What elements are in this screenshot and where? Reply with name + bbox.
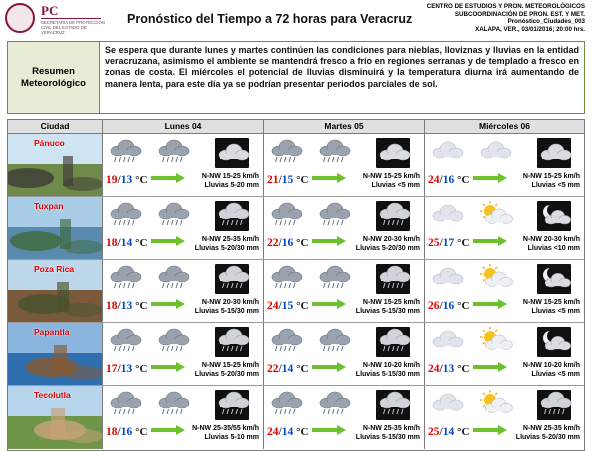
night-cloud-rain-icon (215, 201, 249, 231)
wind-text: N-NW 25-35/55 km/h (192, 425, 259, 432)
city-cell (8, 386, 103, 449)
temp-min: 17 (442, 237, 455, 249)
forecast-cell (264, 134, 425, 196)
cloud-icon (429, 138, 465, 164)
rain-text: Lluvias <5 mm (531, 307, 580, 315)
temp-unit: °C (135, 300, 148, 312)
cloud-rain-icon (107, 138, 143, 164)
wind-text: N-NW 20-30 km/h (201, 299, 259, 306)
temp-max: 19 (106, 174, 118, 186)
city-cell (8, 134, 103, 196)
city-name: Pánuco (34, 138, 65, 148)
wind-text: N-NW 25-35 km/h (522, 425, 580, 432)
cloud-rain-icon (107, 264, 143, 290)
cloud-rain-icon (316, 138, 352, 164)
table-header (8, 120, 584, 134)
header-day-1: Lunes 04 (103, 120, 264, 133)
header-day-3: Miércoles 06 (478, 121, 531, 131)
temp-unit: °C (135, 237, 148, 249)
forecast-cell (264, 260, 425, 322)
forecast-cell (264, 197, 425, 259)
forecast-cell (103, 197, 264, 259)
wind-text: N-NW 20-30 km/h (522, 236, 580, 243)
trend-arrow-icon (312, 422, 346, 432)
wind-rain-info (195, 236, 259, 253)
rain-text: Lluvias 5-20/30 mm (515, 433, 580, 441)
trend-arrow-icon (151, 296, 185, 306)
rain-text: Lluvias 5-20/30 mm (355, 244, 420, 252)
rain-text: Lluvias <5 mm (531, 370, 580, 378)
temp-unit: °C (457, 300, 470, 312)
night-cloud-icon (215, 138, 249, 168)
wind-rain-info (356, 299, 420, 316)
temp-max: 26 (428, 300, 440, 312)
temp-min: 14 (442, 426, 455, 438)
wind-rain-info (195, 362, 259, 379)
wind-text: N-NW 10-20 km/h (362, 362, 420, 369)
temperature: 22/14 °C (267, 363, 309, 375)
night-cloud-rain-icon (376, 327, 410, 357)
rain-text: Lluvias <10 mm (527, 244, 580, 252)
cloud-rain-icon (107, 390, 143, 416)
wind-rain-info (356, 236, 420, 253)
temp-unit: °C (296, 237, 309, 249)
temp-min: 14 (120, 237, 133, 249)
rain-text: Lluvias 5-20 mm (204, 181, 259, 189)
temperature: 18/13 °C (106, 300, 148, 312)
temp-min: 13 (442, 363, 455, 375)
temp-min: 16 (442, 300, 455, 312)
logo-pc-text: PC (41, 3, 59, 18)
institution-logo (5, 3, 105, 35)
institution-line: SUBCOORDINACIÓN DE PRON. EST. Y MET. (454, 10, 585, 18)
temperature: 19/13 °C (106, 174, 148, 186)
night-moon-cloud-icon (537, 327, 571, 357)
temp-min: 16 (120, 426, 133, 438)
wind-rain-info (523, 299, 580, 316)
trend-arrow-icon (312, 233, 346, 243)
cloud-rain-icon (268, 390, 304, 416)
cloud-rain-icon (155, 327, 191, 353)
temperature: 21/15 °C (267, 174, 309, 186)
cloud-rain-icon (155, 390, 191, 416)
wind-text: N-NW 15-25 km/h (362, 173, 420, 180)
rain-text: Lluvias 5-15/30 mm (355, 307, 420, 315)
cloud-icon (429, 201, 465, 227)
partly-sunny-icon (477, 264, 513, 290)
city-name: Tuxpan (34, 201, 64, 211)
cloud-rain-icon (155, 264, 191, 290)
temp-max: 17 (106, 363, 118, 375)
cloud-rain-icon (155, 201, 191, 227)
temp-unit: °C (457, 174, 470, 186)
temp-unit: °C (135, 363, 148, 375)
temperature: 24/16 °C (428, 174, 470, 186)
temp-unit: °C (296, 174, 309, 186)
cloud-icon (477, 138, 513, 164)
trend-arrow-icon (473, 296, 507, 306)
city-cell (8, 260, 103, 322)
temp-min: 16 (281, 237, 294, 249)
temp-min: 15 (281, 300, 294, 312)
rain-text: Lluvias 5-15/30 mm (355, 370, 420, 378)
temp-min: 13 (120, 300, 133, 312)
wind-rain-info (363, 173, 420, 190)
night-cloud-rain-icon (376, 264, 410, 294)
temperature: 18/16 °C (106, 426, 148, 438)
forecast-cell (425, 134, 584, 196)
temp-unit: °C (135, 426, 148, 438)
temperature: 18/14 °C (106, 237, 148, 249)
trend-arrow-icon (473, 359, 507, 369)
table-row (8, 386, 584, 449)
state-seal-icon (5, 3, 35, 33)
temp-max: 18 (106, 237, 118, 249)
summary-label: Resumen Meteorológico (8, 42, 100, 113)
temp-min: 16 (442, 174, 455, 186)
trend-arrow-icon (473, 233, 507, 243)
wind-text: N-NW 15-25 km/h (362, 299, 420, 306)
trend-arrow-icon (151, 359, 185, 369)
wind-rain-info (523, 236, 580, 253)
table-row (8, 323, 584, 386)
trend-arrow-icon (312, 359, 346, 369)
wind-text: N-NW 25-35 km/h (201, 236, 259, 243)
cloud-rain-icon (316, 390, 352, 416)
city-cell (8, 197, 103, 259)
wind-rain-info (523, 173, 580, 190)
wind-text: N-NW 15-25 km/h (201, 362, 259, 369)
night-cloud-icon (537, 138, 571, 168)
summary-panel (7, 41, 585, 114)
logo-subtitle: SECRETARÍA DE PROTECCIÓN CIVIL DEL ESTADO DE VERACRUZ (41, 20, 105, 35)
rain-text: Lluvias <5 mm (531, 181, 580, 189)
rain-text: Lluvias 5-15/30 mm (355, 433, 420, 441)
temp-max: 22 (267, 237, 279, 249)
temp-max: 25 (428, 426, 440, 438)
temp-min: 13 (120, 174, 133, 186)
institution-line: Pronóstico_Ciudades_003 (507, 18, 585, 26)
forecast-cell (264, 386, 425, 449)
trend-arrow-icon (473, 422, 507, 432)
temp-min: 13 (120, 363, 133, 375)
city-name: Poza Rica (34, 264, 75, 274)
night-cloud-rain-icon (376, 390, 410, 420)
institution-line: CENTRO DE ESTUDIOS Y PRON. METEOROLÓGICOS (426, 3, 585, 10)
cloud-rain-icon (316, 201, 352, 227)
rain-text: Lluvias 5-20/30 mm (194, 370, 259, 378)
rain-text: Lluvias 5-10 mm (204, 433, 259, 441)
forecast-table (7, 119, 585, 451)
night-cloud-icon (376, 138, 410, 168)
temp-min: 14 (281, 426, 294, 438)
night-cloud-rain-icon (215, 390, 249, 420)
temperature: 22/16 °C (267, 237, 309, 249)
city-name: Papantla (34, 327, 70, 337)
temperature: 26/16 °C (428, 300, 470, 312)
temp-unit: °C (296, 363, 309, 375)
cloud-rain-icon (268, 327, 304, 353)
temp-max: 24 (428, 174, 440, 186)
forecast-cell (103, 323, 264, 385)
night-moon-cloud-icon (537, 264, 571, 294)
table-row (8, 134, 584, 197)
wind-text: N-NW 20-30 km/h (362, 236, 420, 243)
trend-arrow-icon (312, 170, 346, 180)
wind-rain-info (523, 362, 580, 379)
city-name: Tecolutla (34, 390, 71, 400)
temp-unit: °C (296, 300, 309, 312)
forecast-cell (425, 260, 584, 322)
forecast-cell (425, 323, 584, 385)
cloud-icon (429, 264, 465, 290)
temp-max: 18 (106, 300, 118, 312)
wind-rain-info (516, 425, 580, 442)
cloud-rain-icon (316, 264, 352, 290)
partly-sunny-icon (477, 390, 513, 416)
forecast-cell (425, 197, 584, 259)
forecast-cell (425, 386, 584, 449)
temperature: 24/13 °C (428, 363, 470, 375)
temperature: 17/13 °C (106, 363, 148, 375)
forecast-cell (103, 134, 264, 196)
wind-rain-info (192, 425, 259, 442)
temp-unit: °C (457, 426, 470, 438)
temperature: 24/14 °C (267, 426, 309, 438)
night-cloud-rain-icon (537, 390, 571, 420)
table-row (8, 260, 584, 323)
institution-info (385, 3, 585, 33)
temp-unit: °C (457, 237, 470, 249)
issue-date: XALAPA, VER., 03/01/2016; 20:00 hrs. (475, 25, 585, 33)
city-cell (8, 323, 103, 385)
cloud-rain-icon (155, 138, 191, 164)
night-cloud-rain-icon (215, 264, 249, 294)
cloud-rain-icon (107, 201, 143, 227)
night-moon-cloud-icon (537, 201, 571, 231)
temp-max: 21 (267, 174, 279, 186)
wind-text: N-NW 15-25 km/h (522, 299, 580, 306)
rain-text: Lluvias 5-15/30 mm (194, 307, 259, 315)
temp-unit: °C (457, 363, 470, 375)
forecast-cell (103, 386, 264, 449)
trend-arrow-icon (473, 170, 507, 180)
cloud-rain-icon (268, 264, 304, 290)
header-city: Ciudad (8, 120, 103, 133)
trend-arrow-icon (151, 170, 185, 180)
temp-unit: °C (296, 426, 309, 438)
temp-max: 24 (428, 363, 440, 375)
cloud-rain-icon (316, 327, 352, 353)
temp-unit: °C (135, 174, 148, 186)
wind-text: N-NW 15-25 km/h (522, 173, 580, 180)
temperature: 24/15 °C (267, 300, 309, 312)
page-title: Pronóstico del Tiempo a 72 horas para Veracruz (127, 12, 413, 26)
temp-max: 24 (267, 426, 279, 438)
rain-text: Lluvias <5 mm (371, 181, 420, 189)
wind-rain-info (356, 425, 420, 442)
temp-max: 25 (428, 237, 440, 249)
wind-text: N-NW 15-25 km/h (201, 173, 259, 180)
temp-max: 24 (267, 300, 279, 312)
wind-text: N-NW 10-20 km/h (522, 362, 580, 369)
cloud-rain-icon (268, 138, 304, 164)
trend-arrow-icon (312, 296, 346, 306)
temperature: 25/14 °C (428, 426, 470, 438)
temp-max: 22 (267, 363, 279, 375)
night-cloud-rain-icon (215, 327, 249, 357)
forecast-cell (264, 323, 425, 385)
forecast-cell (103, 260, 264, 322)
cloud-rain-icon (107, 327, 143, 353)
temp-max: 18 (106, 426, 118, 438)
wind-text: N-NW 25-35 km/h (362, 425, 420, 432)
temp-min: 15 (281, 174, 294, 186)
trend-arrow-icon (151, 422, 185, 432)
wind-rain-info (195, 299, 259, 316)
summary-text: Se espera que durante lunes y martes continúen las condiciones para nieblas, lloviznas y lluvias en la entidad veracruzana, asimismo el ambiente se mantendrá fresco a frío en regiones serranas y de templado a fresco en zonas de costa. El miércoles el potencial de lluvias disminuirá y la temperatura diurna irá aumentando de manera lenta, para este día ya se podrían presentar periodos parciales de sol. (105, 45, 579, 89)
night-cloud-rain-icon (376, 201, 410, 231)
partly-sunny-icon (477, 201, 513, 227)
cloud-icon (429, 390, 465, 416)
temp-min: 14 (281, 363, 294, 375)
cloud-icon (429, 327, 465, 353)
table-row (8, 197, 584, 260)
temperature: 25/17 °C (428, 237, 470, 249)
wind-rain-info (202, 173, 259, 190)
header-day-2: Martes 05 (264, 120, 425, 133)
rain-text: Lluvias 5-20/30 mm (194, 244, 259, 252)
trend-arrow-icon (151, 233, 185, 243)
partly-sunny-icon (477, 327, 513, 353)
cloud-rain-icon (268, 201, 304, 227)
wind-rain-info (356, 362, 420, 379)
